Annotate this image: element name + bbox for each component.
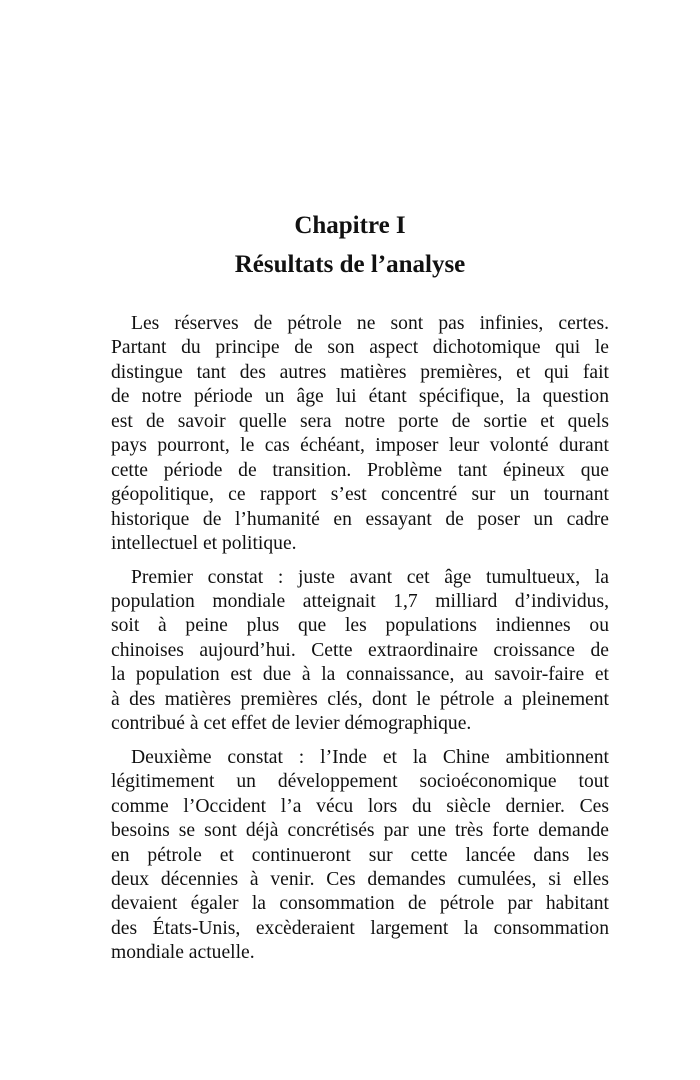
paragraph-line: légitimement un développement socioéconomique tout (111, 771, 609, 793)
paragraph-line: à des matières premières clés, dont le pétrole a pleinement (111, 688, 609, 710)
paragraph-line: historique de l’humanité en essayant de poser un cadre (111, 508, 609, 530)
paragraph-line: géopolitique, ce rapport s’est concentré sur un tournant (111, 484, 609, 506)
paragraph-line: Partant du principe de son aspect dichotomique qui le (111, 337, 609, 359)
paragraph-line: en pétrole et continueront sur cette lancée dans les (111, 844, 609, 866)
paragraph-line: mondiale actuelle. (111, 942, 255, 964)
paragraph-line: Premier constat : juste avant cet âge tumultueux, la (131, 566, 609, 588)
paragraph-line: pays pourront, le cas échéant, imposer leur volonté durant (111, 435, 609, 457)
paragraph-line: distingue tant des autres matières premières, et qui fait (111, 361, 609, 383)
paragraph-line: des États-Unis, excèderaient largement la consommation (111, 917, 609, 939)
paragraph-line: population mondiale atteignait 1,7 milliard d’individus, (111, 590, 609, 612)
chapter-body (111, 312, 609, 975)
paragraph-line: cette période de transition. Problème tant épineux que (111, 459, 609, 481)
paragraph-line: Les réserves de pétrole ne sont pas infinies, certes. (131, 313, 609, 334)
paragraph-line: besoins se sont déjà concrétisés par une très forte demande (111, 820, 609, 842)
paragraph (111, 312, 609, 557)
paragraph (111, 566, 609, 737)
paragraph-line: la population est due à la connaissance, au savoir-faire et (111, 664, 609, 686)
paragraph-line: soit à peine plus que les populations indiennes ou (111, 615, 609, 637)
paragraph-line: Deuxième constat : l’Inde et la Chine ambitionnent (131, 746, 609, 768)
paragraph-line: deux décennies à venir. Ces demandes cumulées, si elles (111, 868, 609, 890)
paragraph-line: chinoises aujourd’hui. Cette extraordinaire croissance de (111, 639, 609, 661)
paragraph (111, 746, 609, 966)
chapter-title: Résultats de l’analyse (234, 251, 466, 278)
paragraph-line: comme l’Occident l’a vécu lors du siècle dernier. Ces (111, 795, 609, 817)
paragraph-line: est de savoir quelle sera notre porte de sortie et quels (111, 410, 609, 432)
paragraph-line: de notre période un âge lui étant spécifique, la question (111, 386, 609, 408)
chapter-number: Chapitre I (294, 212, 406, 239)
paragraph-line: devaient égaler la consommation de pétrole par habitant (111, 893, 609, 915)
paragraph-line: contribué à cet effet de levier démographique. (111, 713, 472, 735)
paragraph-line: intellectuel et politique. (111, 533, 297, 555)
